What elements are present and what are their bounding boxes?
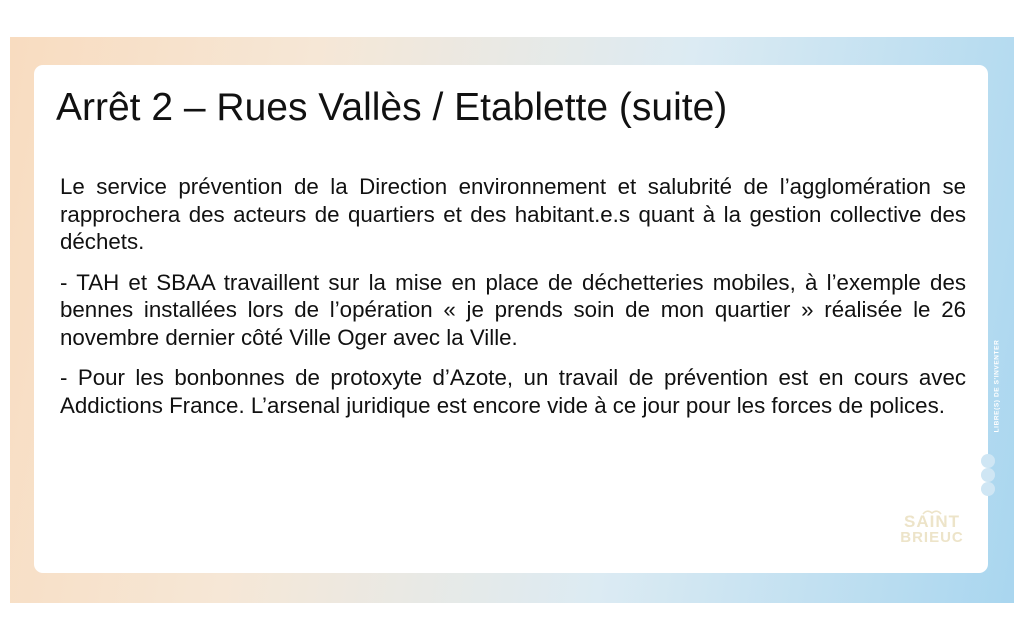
paragraph-intro: Le service prévention de la Direction environnement et salubrité de l’agglomération se rapprochera des acteurs de quartiers et des habitant.e.s quant à la gestion collective des déchets.	[60, 174, 966, 254]
paragraph-nitrous-oxide: - Pour les bonbonnes de protoxyte d’Azote, un travail de prévention est en cours avec Addictions France. L’arsenal juridique est encore vide à ce jour pour les forces de polices.	[60, 365, 966, 418]
saint-brieuc-logo	[892, 514, 972, 546]
edge-tab-decoration	[981, 482, 995, 496]
paragraph-mobile-waste-centers: - TAH et SBAA travaillent sur la mise en place de déchetteries mobiles, à l’exemple des bennes installées lors de l’opération « je prends soin de mon quartier » réalisée le 26 novembre dernier côté Ville Oger avec la Ville.	[60, 269, 966, 350]
slide-title: Arrêt 2 – Rues Vallès / Etablette (suite)	[56, 86, 728, 129]
side-tagline: LIBRE(S) DE S'INVENTER	[993, 339, 1001, 433]
logo-waves-icon	[922, 508, 942, 516]
edge-tab-decoration	[981, 454, 995, 468]
logo-text-saint: SAINT	[904, 512, 960, 531]
logo-text-brieuc: BRIEUC	[900, 529, 964, 546]
edge-tab-decoration	[981, 468, 995, 482]
slide-body	[60, 173, 966, 432]
